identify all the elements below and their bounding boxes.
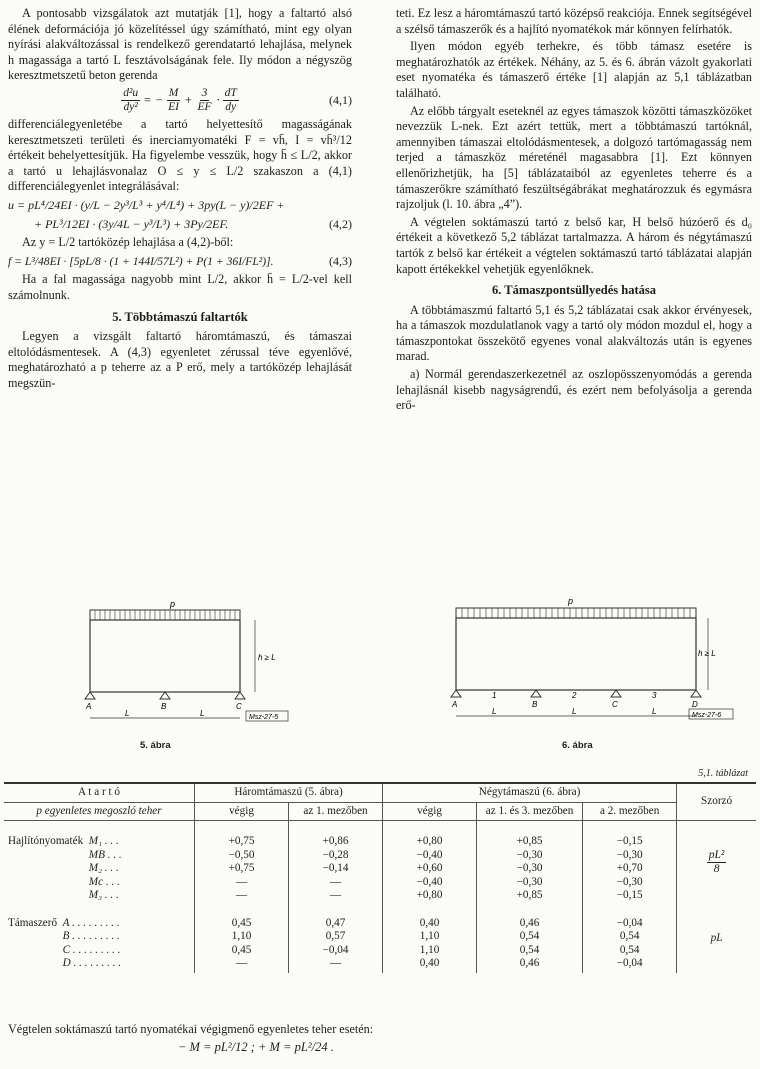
eq-denominator: dy <box>225 100 237 113</box>
header-tarto: A t a r t ó <box>4 783 195 802</box>
paragraph: Ilyen módon egyéb terhekre, és több támasz esetére is meghatározhatók az értékek. Néhány, az 5. és 6. ábrán vázolt gyakorlati eset nyomatéka és támaszerő értéke [1] alapján az 5,1 táblázatban található. <box>396 39 752 100</box>
table-cell: +0,75 −0,50 +0,75 — — <box>195 821 289 905</box>
row-symbols: M₁ . . . MB . . . M₂ . . . Mc . . . M₃ . . . <box>88 835 122 901</box>
paragraph: Legyen a vizsgált faltartó háromtámaszú, és támaszai eltolódásmentesek. A (4,3) egyenletet zérussal téve egyenlővé, meghatározható a p teherre az a P erő, mely a tartóközép lehajlását megszün- <box>8 329 352 390</box>
span-number: 1 <box>492 691 497 700</box>
wall-outline <box>90 620 240 692</box>
paragraph: teti. Ez lesz a háromtámaszú tartó középső reakciója. Ennek segítségével a szélső támaszerők és a hajlító nyomatékok már könnyen felírhatók. <box>396 6 752 36</box>
table-cell: 0,45 1,10 0,45 — <box>195 905 289 973</box>
equation-text: + PL³/12EI · (3y/4L − y³/L³) + 3Py/2EF. <box>34 216 229 231</box>
figure-6-caption: 6. ábra <box>562 740 593 751</box>
eq-operator: · <box>216 92 220 107</box>
paragraph: differenciálegyenletébe a tartó helyettesítő magasságának keresztmetszeti területi és inerciamyomatéki F = vh̄, I = vh̄³/12 értékeit behelyettesítjük. Ha figyelembe vesszük, hogy h̄ ≤ L/2, akkor a tartó u lehajlásvonalaz O ≤ y ≤ L/2 szakaszon a (4,1) differenciálegyenlet integrálásával: <box>8 116 352 194</box>
table-reference: 5,1. táblázat <box>698 768 748 779</box>
load-label: p <box>568 596 574 606</box>
table-cell: +0,85 −0,30 −0,30 −0,30 +0,85 <box>477 821 583 905</box>
header-teher: p egyenletes megoszló teher <box>4 802 195 821</box>
support-label: B <box>161 702 167 711</box>
equation-4-2-line1 <box>8 198 352 214</box>
support-a <box>451 690 461 697</box>
table-cell: 0,46 0,54 0,54 0,46 <box>477 905 583 973</box>
support-label: A <box>86 702 92 711</box>
load-hatching <box>95 610 235 620</box>
span-number: 2 <box>572 691 577 700</box>
table-row-reactions <box>4 905 756 973</box>
paragraph: A többtámaszmú faltartó 5,1 és 5,2 táblázatai csak akkor érvényesek, ha a támaszok mozdulatlanok vagy a tartó oly módon mozdul el, hogy a támaszpontokat összekötő egyenes vonal alakváltozás után is egyenes marad. <box>396 302 752 364</box>
table-row-moments <box>4 821 756 905</box>
row-symbols: A . . . . . . . . . B . . . . . . . . . C . . . . . . . . . D . . . . . . . . . <box>62 916 122 969</box>
eq-numerator: M <box>168 86 179 99</box>
equation-number: (4,2) <box>329 216 352 231</box>
bottom-text: Végtelen soktámaszú tartó nyomatékai végigmenő egyenletes teher esetén: <box>8 1022 374 1036</box>
row-group-label: Hajlítónyomaték <box>8 835 84 847</box>
eq-numerator: 3 <box>201 86 208 99</box>
row-label <box>4 905 195 973</box>
eq-numerator: dT <box>224 86 237 99</box>
header-haromtamaszu: Háromtámaszú (5. ábra) <box>195 783 383 802</box>
bottom-formula: − M = pL²/12 ; + M = pL²/24 . <box>178 1040 334 1054</box>
header-2-mezo: a 2. mezőben <box>583 802 677 821</box>
left-column <box>8 6 352 393</box>
table-cell: +0,80 −0,40 +0,60 −0,40 +0,80 <box>383 821 477 905</box>
support-label: C <box>236 702 242 711</box>
eq-denominator: EF <box>197 100 212 113</box>
span-label: L <box>125 709 130 718</box>
multiplier-cell: pL <box>677 905 756 973</box>
header-1-mezo: az 1. mezőben <box>289 802 383 821</box>
header-1-3-mezo: az 1. és 3. mezőben <box>477 802 583 821</box>
wall-outline <box>456 618 696 690</box>
paragraph: A pontosabb vizsgálatok azt mutatják [1], hogy a faltartó alsó élének deformációja jó közelítéssel úgy számítható, mint egy olyan nyírási alakváltozással is rendelkező gerendatartó lehajlása, melynek h magassága a tartó L fesztávolságának fele. Ily módon a négyszög keresztmetszetű beton gerenda <box>8 6 352 83</box>
section-heading: 5. Többtámaszú faltartók <box>112 309 248 324</box>
row-group-label: Támaszerő <box>8 916 58 929</box>
paragraph: Az y = L/2 tartóközép lehajlása a (4,2)-ből: <box>22 235 234 250</box>
section-heading: 6. Támaszpontsüllyedés hatása <box>491 283 657 298</box>
header-vegig-2: végig <box>383 802 477 821</box>
paragraph: Az előbb tárgyalt eseteknél az egyes támaszok közötti támaszközöket nevezzük L-nek. Ezt azért tettük, mert a többtámaszú tartóknál, amennyiben támaszai eltolódásmentesek, a dolgozó tartómagasság nem terjed a támaszköz méreténél magasabbra [1]. Ezt könnyen ellenőrizhetjük, ha [5] táblázataiból az egyenletes teherre és a támaszerőkre számítható feszültségábrákat meghatározzuk és egymásra rajzoljuk (l. 10. ábra „4”). <box>396 103 752 212</box>
eq-operator: + <box>184 92 193 107</box>
figure-5-caption: 5. ábra <box>140 740 171 751</box>
right-column <box>396 6 752 416</box>
load-label: p <box>170 599 176 609</box>
reference-label: Msz-27-5 <box>249 714 279 721</box>
table-cell: −0,15 −0,30 +0,70 −0,30 −0,15 <box>583 821 677 905</box>
paragraph: a) Normál gerendaszerkezetnél az oszlopösszenyomódás a gerenda lehajlásnál kisebb nagyságrendű, és ezért nem befolyásolja a gerenda erő- <box>396 367 752 413</box>
table-cell: 0,47 0,57 −0,04 — <box>289 905 383 973</box>
support-label: B <box>532 700 538 709</box>
table-cell: +0,86 −0,28 −0,14 — — <box>289 821 383 905</box>
span-label: L <box>572 707 577 716</box>
span-number: 3 <box>652 691 657 700</box>
support-c <box>235 692 245 699</box>
support-label: C <box>612 700 618 709</box>
equation-number: (4,1) <box>329 92 352 107</box>
equation-text: u = pL⁴/24EI · (y/L − 2y³/L³ + y⁴/L⁴) + 3py(L − y)/2EF + <box>8 197 285 212</box>
header-negytamaszu: Négytámaszú (6. ábra) <box>383 783 677 802</box>
load-hatching <box>462 608 690 618</box>
figure-5-diagram <box>70 598 310 738</box>
eq-denominator: EI <box>168 100 180 113</box>
multiplier-numerator: pL² <box>708 849 725 862</box>
figure-6-diagram <box>436 594 736 738</box>
span-label: L <box>200 709 205 718</box>
reference-label: Msz-27-6 <box>692 712 722 719</box>
support-label: A <box>452 700 458 709</box>
support-b <box>531 690 541 697</box>
table-cell: −0,04 0,54 0,54 −0,04 <box>583 905 677 973</box>
equation-4-2-line2 <box>8 217 352 233</box>
eq-operator: = − <box>143 92 164 107</box>
support-c <box>611 690 621 697</box>
multiplier-cell <box>677 821 756 905</box>
equation-number: (4,3) <box>329 253 352 268</box>
height-label: h ≥ L <box>258 653 276 662</box>
span-label: L <box>492 707 497 716</box>
paragraph: Ha a fal magassága nagyobb mint L/2, akkor h̄ = L/2-vel kell számolnunk. <box>8 272 352 302</box>
table-cell: 0,40 1,10 1,10 0,40 <box>383 905 477 973</box>
support-d <box>691 690 701 697</box>
row-label <box>4 821 195 905</box>
support-a <box>85 692 95 699</box>
equation-4-3 <box>8 254 352 270</box>
equation-text: f = L³/48EI · [5pL/8 · (1 + 144I/57L²) + P(1 + 36I/FL²)]. <box>8 254 274 268</box>
header-szorzo: Szorzó <box>677 783 756 821</box>
support-label: D <box>692 700 698 709</box>
equation-4-1 <box>8 87 352 114</box>
height-label: h ≥ L <box>698 649 716 658</box>
header-vegig: végig <box>195 802 289 821</box>
span-label: L <box>652 707 657 716</box>
eq-denominator: dy² <box>123 100 138 113</box>
eq-numerator: d²u <box>123 86 139 99</box>
paragraph: A végtelen soktámaszú tartó z belső kar, H belső húzóerő és d₀ értékeit a következő 5,2 táblázat tartalmazza. A három és négytámaszú tartók z belső kar értékeit a végtelen soktámaszú tartó táblázatai alapján kapott értékekkel vehetjük egyenlőknek. <box>396 214 752 276</box>
table-5-1 <box>4 782 756 973</box>
multiplier-denominator: 8 <box>713 863 720 876</box>
support-b <box>160 692 170 699</box>
